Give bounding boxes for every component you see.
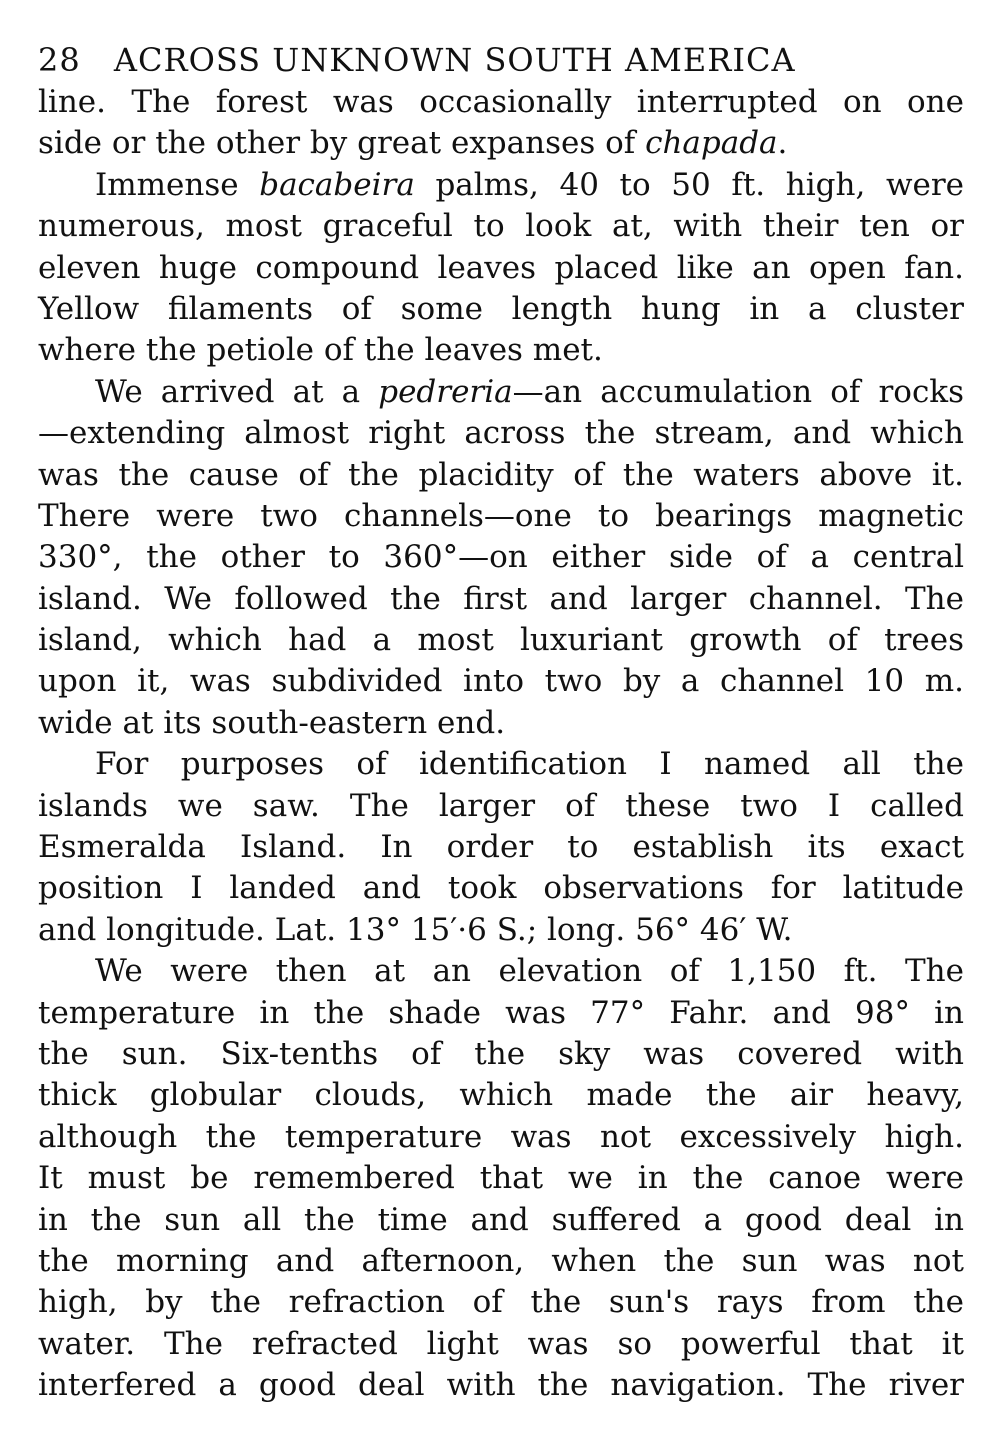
text-line: and longitude. Lat. 13° 15′·6 S.; long. 56° 46′ W. xyxy=(38,911,793,948)
text-line: numerous, most graceful to look at, with their ten or xyxy=(38,208,964,245)
text-line: high, by the refraction of the sun's rays from the xyxy=(38,1284,964,1321)
text-line: It must be remembered that we in the canoe were xyxy=(38,1160,964,1197)
text-line: position I landed and took observations for latitude xyxy=(38,870,964,907)
text-line: islands we saw. The larger of these two I called xyxy=(38,787,964,824)
text-line: 330°, the other to 360°—on either side of a central xyxy=(38,539,964,576)
text-line: island, which had a most luxuriant growth of trees xyxy=(38,622,964,659)
text-line: line. The forest was occasionally interrupted on one xyxy=(38,84,964,120)
text-line: island. We followed the first and larger channel. The xyxy=(38,580,964,617)
text-line: although the temperature was not excessively high. xyxy=(38,1118,964,1155)
text-line: eleven huge compound leaves placed like an open fan. xyxy=(38,249,964,286)
book-page xyxy=(38,38,964,1407)
text-line: —extending almost right across the stream, and which xyxy=(38,415,964,452)
page-number: 28 xyxy=(38,41,81,79)
text-line: We were then at an elevation of 1,150 ft. The xyxy=(95,953,964,990)
text-line: water. The refracted light was so powerful that it xyxy=(38,1325,964,1362)
text-line: upon it, was subdivided into two by a channel 10 m. xyxy=(38,663,964,700)
text-line: For purposes of identification I named all the xyxy=(95,746,964,783)
text-line: thick globular clouds, which made the air heavy, xyxy=(38,1077,964,1114)
text-line: in the sun all the time and suffered a good deal in xyxy=(38,1201,964,1238)
text-line: We arrived at a pedreria—an accumulation of rocks xyxy=(95,373,964,410)
text-line: the morning and afternoon, when the sun was not xyxy=(38,1242,964,1279)
page-header xyxy=(38,38,964,82)
text-line: side or the other by great expanses of chapada. xyxy=(38,125,788,162)
text-line: Yellow filaments of some length hung in a cluster xyxy=(38,290,964,327)
text-line: There were two channels—one to bearings magnetic xyxy=(38,497,964,534)
text-line: where the petiole of the leaves met. xyxy=(38,332,603,369)
text-line: interfered a good deal with the navigation. The river xyxy=(38,1367,964,1404)
text-line: wide at its south-eastern end. xyxy=(38,704,506,741)
text-line: was the cause of the placidity of the waters above it. xyxy=(38,456,964,493)
running-title: ACROSS UNKNOWN SOUTH AMERICA xyxy=(113,41,796,79)
text-line: Immense bacabeira palms, 40 to 50 ft. high, were xyxy=(95,166,964,203)
text-line: Esmeralda Island. In order to establish its exact xyxy=(38,829,964,866)
body-text xyxy=(38,82,964,1407)
text-line: temperature in the shade was 77° Fahr. and 98° in xyxy=(38,994,964,1031)
text-line: the sun. Six-tenths of the sky was covered with xyxy=(38,1035,964,1072)
